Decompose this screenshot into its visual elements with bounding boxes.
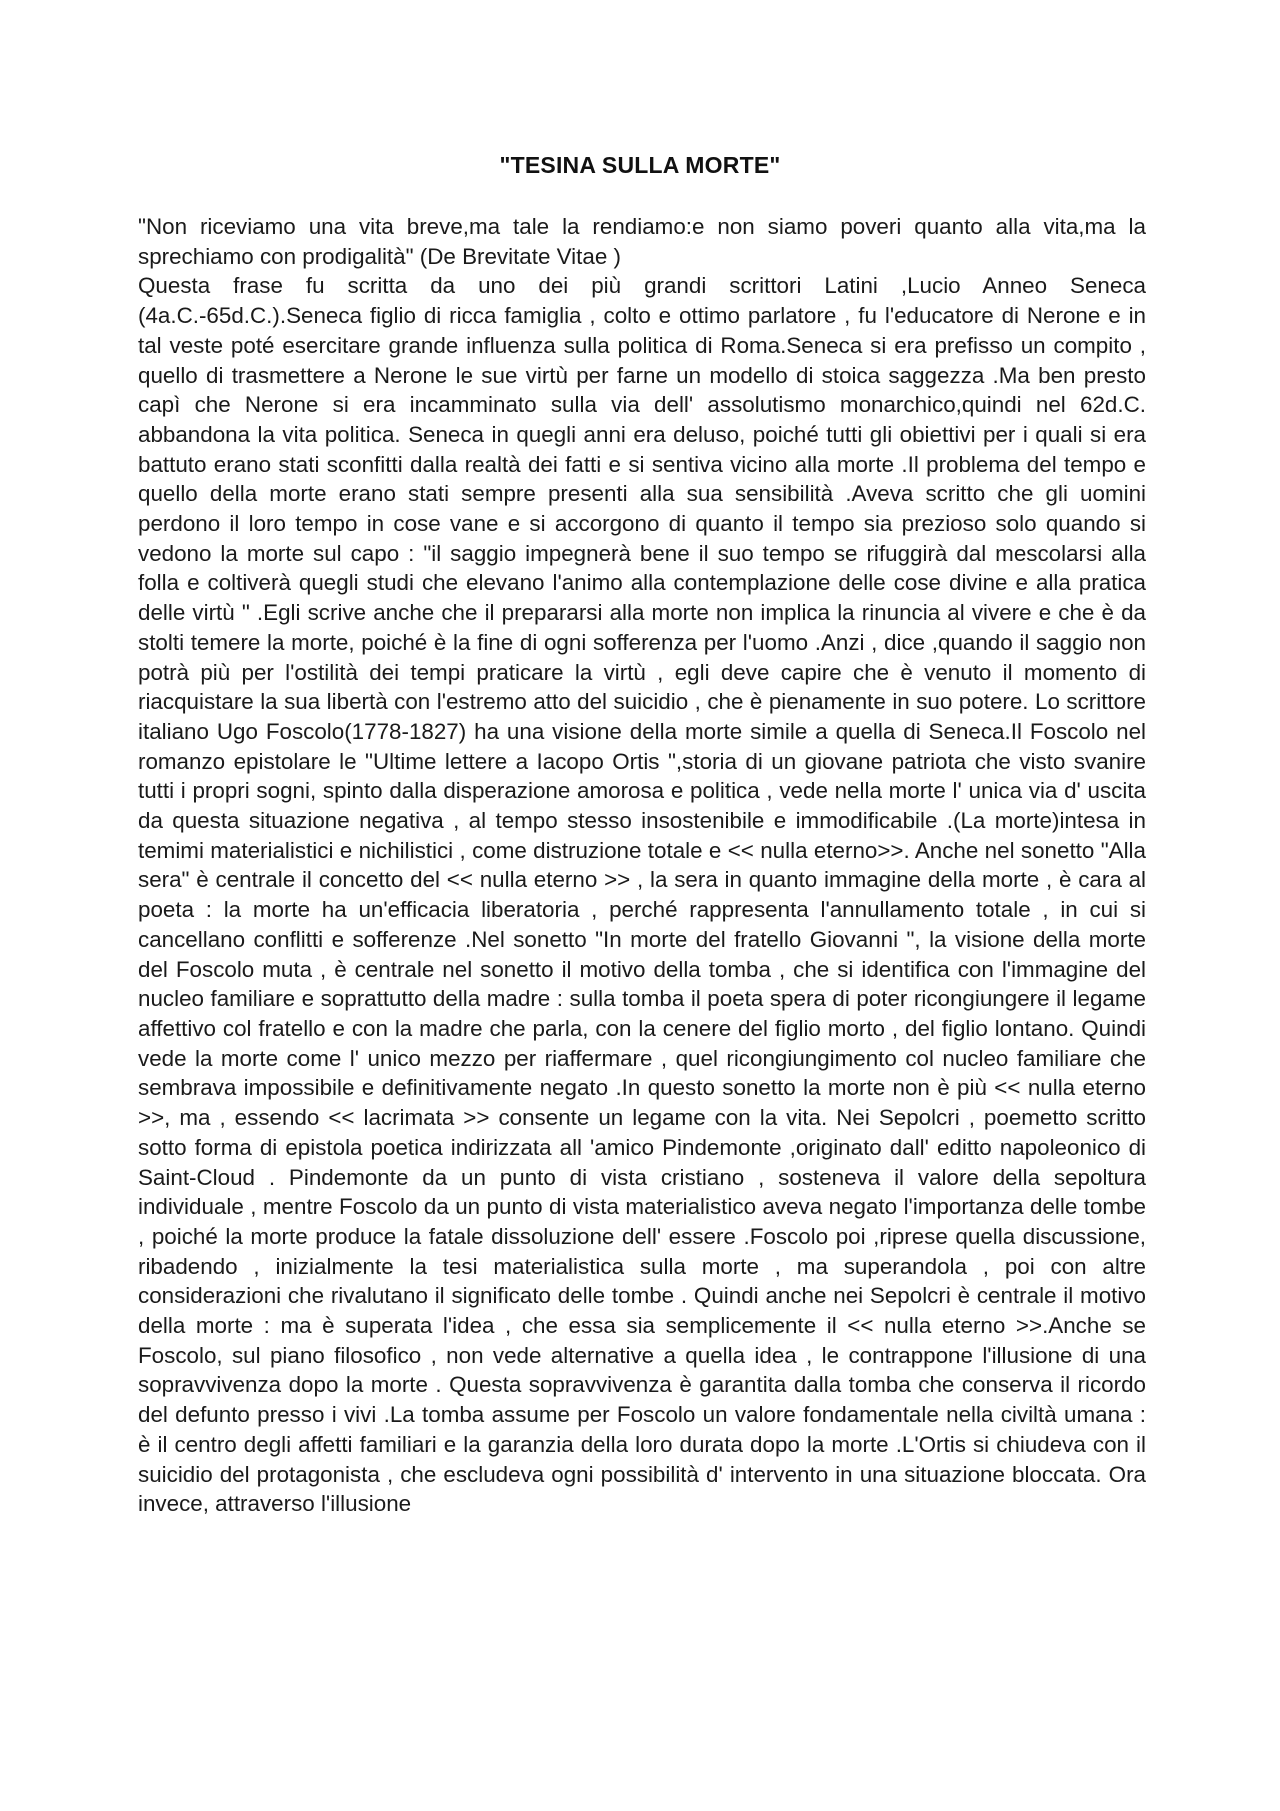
document-title: "TESINA SULLA MORTE" bbox=[499, 152, 781, 178]
document-body bbox=[138, 212, 1146, 1519]
main-paragraph: Questa frase fu scritta da uno dei più grandi scrittori Latini ,Lucio Anneo Seneca (4a.C.-65d.C.).Seneca figlio di ricca famiglia , colto e ottimo parlatore , fu l'educatore di Nerone e in tal veste poté esercitare grande influenza sulla politica di Roma.Seneca si era prefisso un compito , quello di trasmettere a Nerone le sue virtù per farne un modello di stoica saggezza .Ma ben presto capì che Nerone si era incamminato sulla via dell' assolutismo monarchico,quindi nel 62d.C. abbandona la vita politica. Seneca in quegli anni era deluso, poiché tutti gli obiettivi per i quali si era battuto erano stati sconfitti dalla realtà dei fatti e si sentiva vicino alla morte .Il problema del tempo e quello della morte erano stati sempre presenti alla sua sensibilità .Aveva scritto che gli uomini perdono il loro tempo in cose vane e si accorgono di quanto il tempo sia prezioso solo quando si vedono la morte sul capo : "il saggio impegnerà bene il suo tempo se rifuggirà dal mescolarsi alla folla e coltiverà quegli studi che elevano l'animo alla contemplazione delle cose divine e alla pratica delle virtù " .Egli scrive anche che il prepararsi alla morte non implica la rinuncia al vivere e che è da stolti temere la morte, poiché è la fine di ogni sofferenza per l'uomo .Anzi , dice ,quando il saggio non potrà più per l'ostilità dei tempi praticare la virtù , egli deve capire che è venuto il momento di riacquistare la sua libertà con l'estremo atto del suicidio , che è pienamente in suo potere. Lo scrittore italiano Ugo Foscolo(1778-1827) ha una visione della morte simile a quella di Seneca.Il Foscolo nel romanzo epistolare le "Ultime lettere a Iacopo Ortis ",storia di un giovane patriota che visto svanire tutti i propri sogni, spinto dalla disperazione amorosa e politica , vede nella morte l' unica via d' uscita da questa situazione negativa , al tempo stesso insostenibile e immodificabile .(La morte)intesa in temimi materialistici e nichilistici , come distruzione totale e << nulla eterno>>. Anche nel sonetto "Alla sera" è centrale il concetto del << nulla eterno >> , la sera in quanto immagine della morte , è cara al poeta : la morte ha un'efficacia liberatoria , perché rappresenta l'annullamento totale , in cui si cancellano conflitti e sofferenze .Nel sonetto "In morte del fratello Giovanni ", la visione della morte del Foscolo muta , è centrale nel sonetto il motivo della tomba , che si identifica con l'immagine del nucleo familiare e soprattutto della madre : sulla tomba il poeta spera di poter ricongiungere il legame affettivo col fratello e con la madre che parla, con la cenere del figlio morto , del figlio lontano. Quindi vede la morte come l' unico mezzo per riaffermare , quel ricongiungimento col nucleo familiare che sembrava impossibile e definitivamente negato .In questo sonetto la morte non è più << nulla eterno >>, ma , essendo << lacrimata >> consente un legame con la vita. Nei Sepolcri , poemetto scritto sotto forma di epistola poetica indirizzata all 'amico Pindemonte ,originato dall' editto napoleonico di Saint-Cloud . Pindemonte da un punto di vista cristiano , sosteneva il valore della sepoltura individuale , mentre Foscolo da un punto di vista materialistico aveva negato l'importanza delle tombe , poiché la morte produce la fatale dissoluzione dell' essere .Foscolo poi ,riprese quella discussione, ribadendo , inizialmente la tesi materialistica sulla morte , ma superandola , poi con altre considerazioni che rivalutano il significato delle tombe . Quindi anche nei Sepolcri è centrale il motivo della morte : ma è superata l'idea , che essa sia semplicemente il << nulla eterno >>.Anche se Foscolo, sul piano filosofico , non vede alternative a quella idea , le contrappone l'illusione di una sopravvivenza dopo la morte . Questa sopravvivenza è garantita dalla tomba che conserva il ricordo del defunto presso i vivi .La tomba assume per Foscolo un valore fondamentale nella civiltà umana : è il centro degli affetti familiari e la garanzia della loro durata dopo la morte .L'Ortis si chiudeva con il suicidio del protagonista , che escludeva ogni possibilità d' intervento in una situazione bloccata. Ora invece, attraverso l'illusione bbox=[138, 273, 1146, 1517]
epigraph-paragraph: "Non riceviamo una vita breve,ma tale la rendiamo:e non siamo poveri quanto alla vita,ma la sprechiamo con prodigalità" (De Brevitate Vitae ) bbox=[138, 214, 1146, 269]
